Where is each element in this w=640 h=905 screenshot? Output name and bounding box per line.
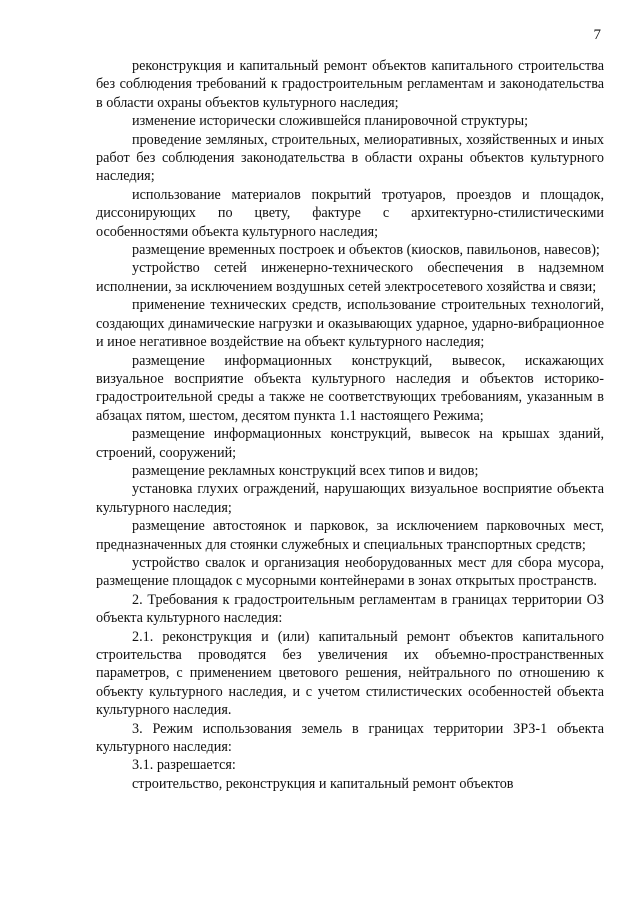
paragraph: изменение исторически сложившейся планировочной структуры; bbox=[132, 113, 529, 130]
paragraph: размещение рекламных конструкций всех типов и видов; bbox=[132, 462, 479, 479]
paragraph: размещение информационных конструкций, вывесок, искажающих визуальное восприятие объекта культурного наследия и объектов историко-градостроительной среды а также не соответствующих требованиям, указанным в абзацах пятом, шестом, десятом пункта 1.1 настоящего Режима; bbox=[96, 352, 604, 424]
paragraph: строительство, реконструкция и капитальный ремонт объектов bbox=[132, 775, 514, 792]
section-paragraph: 3. Режим использования земель в границах территории ЗРЗ-1 объекта культурного наследия: bbox=[96, 720, 604, 756]
paragraph: применение технических средств, использование строительных технологий, создающих динамические нагрузки и оказывающих ударное, ударно-вибрационное и иное негативное воздействие на объект культурного наследия; bbox=[96, 297, 604, 351]
section-paragraph: 2. Требования к градостроительным регламентам в границах территории ОЗ объекта культурного наследия: bbox=[96, 591, 604, 627]
page-number: 7 bbox=[593, 27, 601, 43]
document-body bbox=[96, 57, 604, 793]
paragraph: размещение автостоянок и парковок, за исключением парковочных мест, предназначенных для стоянки служебных и специальных транспортных средств; bbox=[96, 518, 604, 553]
paragraph: проведение земляных, строительных, мелиоративных, хозяйственных и иных работ без соблюдения законодательства в области охраны объектов культурного наследия; bbox=[96, 131, 604, 185]
paragraph: реконструкция и капитальный ремонт объектов капитального строительства без соблюдения требований к градостроительным регламентам и законодательства в области охраны объектов культурного наследия; bbox=[96, 58, 604, 111]
subsection-paragraph: 2.1. реконструкция и (или) капитальный ремонт объектов капитального строительства проводятся без увеличения их объемно-пространственных параметров, с применением цветового решения, нейтрального по отношению к объекту культурного наследия, и с учетом стилистических особенностей объекта культурного наследия. bbox=[96, 628, 604, 719]
paragraph: устройство свалок и организация необорудованных мест для сбора мусора, размещение площадок с мусорными контейнерами в зонах открытых пространств. bbox=[96, 554, 604, 590]
paragraph: устройство сетей инженерно-технического обеспечения в надземном исполнении, за исключением воздушных сетей электросетевого хозяйства и связи; bbox=[96, 260, 604, 295]
paragraph: использование материалов покрытий тротуаров, проездов и площадок, диссонирующих по цвету, фактуре с архитектурно-стилистическими особенностями объекта культурного наследия; bbox=[96, 186, 604, 240]
paragraph: установка глухих ограждений, нарушающих визуальное восприятие объекта культурного наследия; bbox=[96, 481, 604, 516]
paragraph: размещение информационных конструкций, вывесок на крышах зданий, строений, сооружений; bbox=[96, 426, 604, 461]
subsection-paragraph: 3.1. разрешается: bbox=[132, 757, 236, 774]
paragraph: размещение временных построек и объектов (киосков, павильонов, навесов); bbox=[132, 242, 600, 259]
